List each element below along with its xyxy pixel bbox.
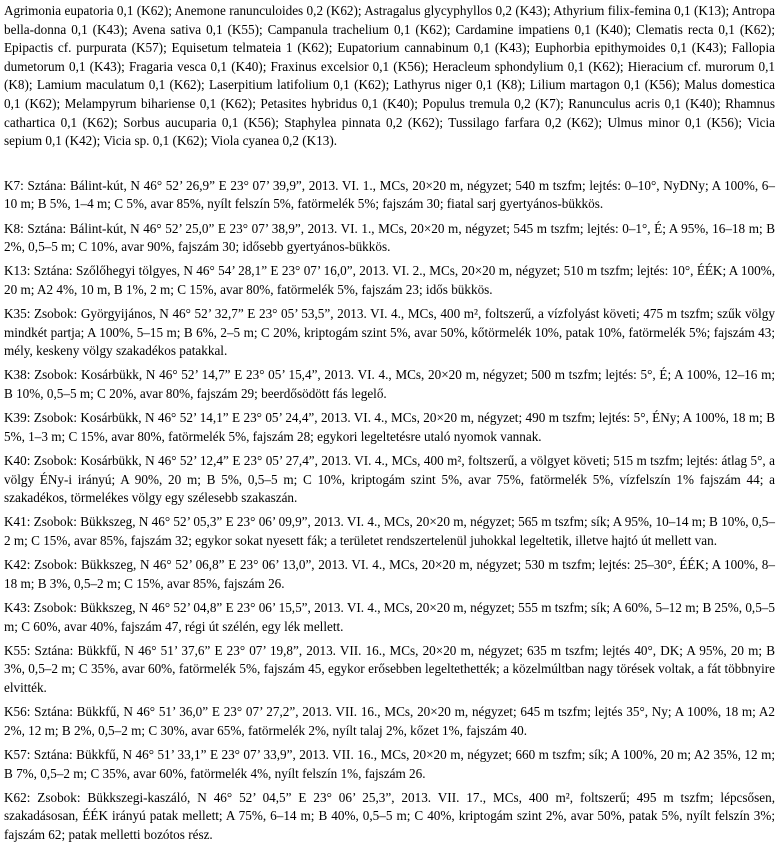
site-record-k41: K41: Zsobok: Bükkszeg, N 46° 52’ 05,3” E 23° 06’ 09,9”, 2013. VI. 4., MCs, 20×20 m, négyzet; 565 m tszfm; sík; A 95%, 10–14 m; B 10%, 0,5–2 m; C 15%, avar 85%, fajszám 32; egykor sokat nyesett fák; a területet rendszertelenül juhokkal legeltetik, illetve hajtó út mellett van. [4, 514, 775, 548]
site-record-k8: K8: Sztána: Bálint-kút, N 46° 52’ 25,0” E 23° 07’ 38,9”, 2013. VI. 1., MCs, 20×20 m, négyzet; 545 m tszfm; lejtés: 0–1°, É; A 95%, 16–18 m; B 2%, 0,5–5 m; C 10%, avar 90%, fajszám 30; idősebb gyertyános-bükkös. [4, 220, 775, 255]
site-record-k39: K39: Zsobok: Kosárbükk, N 46° 52’ 14,1” E 23° 05’ 24,4”, 2013. VI. 4., MCs, 20×20 m, négyzet; 490 m tszfm; lejtés: 5°, ÉNy; A 100%, 18 m; B 5%, 1–3 m; C 15%, avar 80%, fatörmelék 5%, fajszám 28; egykori legeltetésre utaló nyomok vannak. [4, 410, 775, 444]
site-record-k42: K42: Zsobok: Bükkszeg, N 46° 52’ 06,8” E 23° 06’ 13,0”, 2013. VI. 4., MCs, 20×20 m, négyzet; 530 m tszfm; lejtés: 25–30°, ÉÉK; A 100%, 8–18 m; B 3%, 0,5–2 m; C 15%, avar 85%, fajszám 26. [4, 557, 775, 591]
site-record-k13: K13: Sztána: Szőlőhegyi tölgyes, N 46° 54’ 28,1” E 23° 07’ 16,0”, 2013. VI. 2., MCs, 20×20 m, négyzet; 510 m tszfm; lejtés: 10°, ÉÉK; A 100%, 20 m; A2 4%, 10 m, B 1%, 2 m; C 15%, avar 80%, fatörmelék 5%, fajszám 23; idős bükkös. [4, 263, 775, 297]
site-record-k56: K56: Sztána: Bükkfű, N 46° 51’ 36,0” E 23° 07’ 27,2”, 2013. VII. 16., MCs, 20×20 m, négyzet; 645 m tszfm; lejtés 35°, Ny; A 100%, 18 m; A2 2%, 12 m; B 2%, 0,5–2 m; C 30%, avar 65%, fatörmelék 2%, nyílt talaj 2%, kőzet 1%, fajszám 40. [4, 704, 775, 738]
species-list-paragraph: Agrimonia eupatoria 0,1 (K62); Anemone ranunculoides 0,2 (K62); Astragalus glycyphyllos 0,2 (K43); Athyrium filix-femina 0,1 (K13); Antropa bella-donna 0,1 (K43); Avena sativa 0,1 (K55); Campanula trachelium 0,1 (K62); Cardamine impatiens 0,1 (K40); Clematis recta 0,1 (K62); Epipactis cf. purpurata (K57); Equisetum telmateia 1 (K62); Eupatorium cannabinum 0,1 (K43); Euphorbia epithymoides 0,1 (K43); Fallopia dumetorum 0,1 (K43); Fragaria vesca 0,1 (K40); Fraxinus excelsior 0,1 (K56); Heracleum sphondylium 0,1 (K62); Hieracium cf. murorum 0,1 (K8); Lamium maculatum 0,1 (K62); Laserpitium latifolium 0,1 (K62); Lathyrus niger 0,1 (K8); Lilium martagon 0,1 (K56); Malus domestica 0,1 (K62); Melampyrum bihariense 0,1 (K62); Petasites hybridus 0,1 (K40); Populus tremula 0,2 (K7); Ranunculus acris 0,1 (K40); Rhamnus cathartica 0,1 (K62); Sorbus aucuparia 0,1 (K56); Staphylea pinnata 0,2 (K62); Tussilago farfara 0,2 (K62); Ulmus minor 0,1 (K56); Vicia sepium 0,1 (K42); Vicia sp. 0,1 (K62); Viola cyanea 0,2 (K13). [4, 3, 775, 149]
site-record-k35: K35: Zsobok: Györgyijános, N 46° 52’ 32,7” E 23° 05’ 53,5”, 2013. VI. 4., MCs, 400 m², foltszerű, a vízfolyást követi; 475 m tszfm; szűk völgy mindkét partja; A 100%, 5–15 m; B 6%, 2–5 m; C 20%, kriptogám szint 5%, avar 50%, kőtörmelék 10%, patak 10%, fatörmelék 5%; fajszám 43; mély, keskeny völgy szakadékos patakkal. [4, 306, 775, 359]
site-record-k43: K43: Zsobok: Bükkszeg, N 46° 52’ 04,8” E 23° 06’ 15,5”, 2013. VI. 4., MCs, 20×20 m, négyzet; 555 m tszfm; sík; A 60%, 5–12 m; B 25%, 0,5–5 m; C 60%, avar 40%, fajszám 47, régi út szélén, egy lék mellett. [4, 599, 775, 634]
site-record-k57: K57: Sztána: Bükkfű, N 46° 51’ 33,1” E 23° 07’ 33,9”, 2013. VII. 16., MCs, 20×20 m, négyzet; 660 m tszfm; sík; A 100%, 20 m; A2 35%, 12 m; B 7%, 0,5–2 m; C 35%, avar 60%, fatörmelék 4%, nyílt felszín 1%, fajszám 26. [4, 746, 775, 781]
site-record-k40: K40: Zsobok: Kosárbükk, N 46° 52’ 12,4” E 23° 05’ 27,4”, 2013. VI. 4., MCs, 400 m², foltszerű, a völgyet követi; 515 m tszfm; lejtés: átlag 5°, a völgy ÉNy-i irányú; A 90%, 20 m; B 5%, 0,5–5 m; C 10%, kriptogám szint 5%, avar 75%, fatörmelék 5%, vízfelszín 1% fajszám 44; a szakadékos, törmelékes völgy egy szélesebb szakaszán. [4, 453, 775, 506]
site-record-k62: K62: Zsobok: Bükkszegi-kaszáló, N 46° 52’ 04,5” E 23° 06’ 25,3”, 2013. VII. 17., MCs, 400 m², foltszerű; 495 m tszfm; lépcsősen, szakadásosan, ÉÉK irányú patak mellett; A 75%, 6–14 m; B 40%, 0,5–5 m; C 40%, kriptogám szint 2%, avar 50%, patak 5%, nyílt felszín 3%; fajszám 62; patak melletti bozótos rész. [4, 789, 775, 842]
site-record-k38: K38: Zsobok: Kosárbükk, N 46° 52’ 14,7” E 23° 05’ 15,4”, 2013. VI. 4., MCs, 20×20 m, négyzet; 500 m tszfm; lejtés: 5°, É; A 100%, 12–16 m; B 10%, 0,5–5 m; C 20%, avar 80%, fajszám 29; beerdősödött fás legelő. [4, 367, 775, 402]
site-record-k7: K7: Sztána: Bálint-kút, N 46° 52’ 26,9” E 23° 07’ 39,9”, 2013. VI. 1., MCs, 20×20 m, négyzet; 540 m tszfm; lejtés: 0–10°, NyDNy; A 100%, 6–10 m; B 5%, 1–4 m; C 5%, avar 85%, nyílt felszín 5%, fatörmelék 5%; fajszám 30; fiatal sarj gyertyános-bükkös. [4, 177, 775, 212]
paragraph-gap [4, 151, 775, 177]
site-record-k55: K55: Sztána: Bükkfű, N 46° 51’ 37,6” E 23° 07’ 19,8”, 2013. VII. 16., MCs, 20×20 m, négyzet; 635 m tszfm; lejtés 40°, DK; A 95%, 20 m; B 3%, 0,5–2 m; C 35%, avar 60%, fatörmelék 5%, fajszám 45, egykor erősebben legeltethették; a közelmúltban nagy törések voltak, a fát többnyire elvitték. [4, 642, 775, 695]
site-records [4, 177, 775, 845]
